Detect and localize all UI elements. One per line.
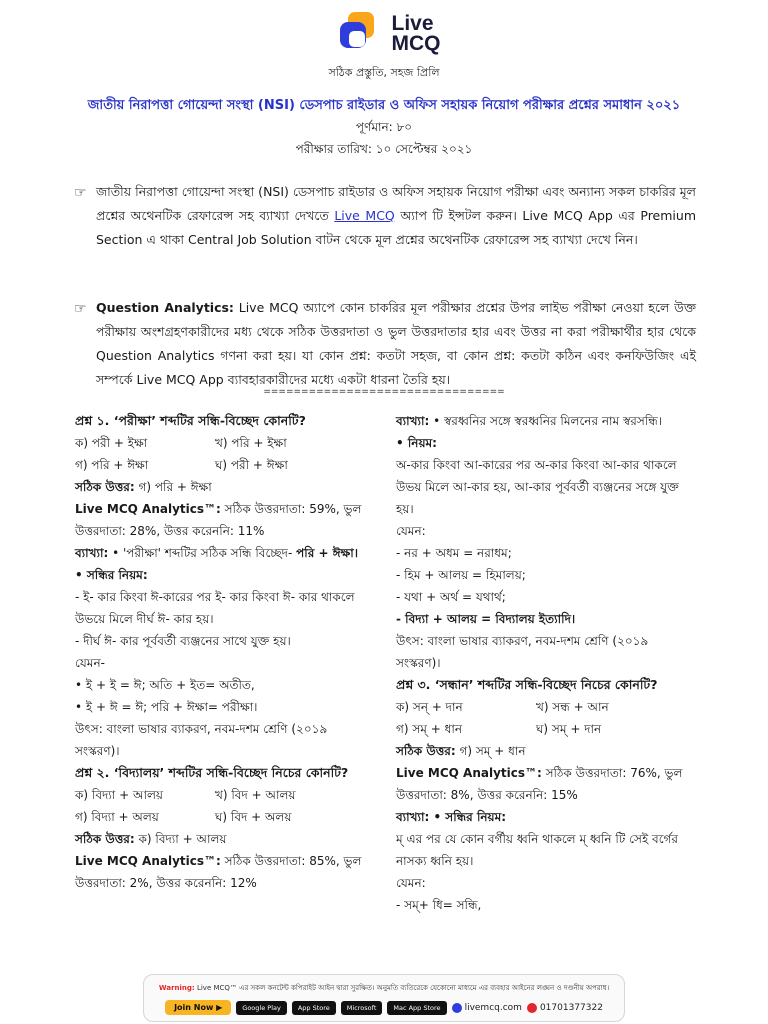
logo-tagline: সঠিক প্রস্তুতি, সহজ প্রিলি (328, 66, 440, 79)
q3-option-a: ক) সন্ + দান (396, 700, 463, 714)
q2-example-3: - যথা + অর্থ = যথার্থ; (396, 590, 506, 604)
full-marks: পূর্ণমান: ৮০ (355, 120, 413, 134)
q1-options (75, 432, 373, 476)
q1-rule-2: - দীর্ঘ ঈ- কার পূর্ববর্তী ব্যঞ্জনের সাথে যুক্ত হয়। (75, 634, 291, 648)
q1-option-b: খ) পরি + ইক্ষা (215, 436, 287, 450)
globe-icon (452, 1003, 462, 1013)
website-link[interactable]: livemcq.com (452, 1003, 522, 1013)
q2-analytics: Live MCQ Analytics™: সঠিক উত্তরদাতা: 85%, ভুল উত্তরদাতা: 2%, উত্তর করেননি: 12% (75, 854, 362, 890)
q1-rule-title: • সন্ধির নিয়ম: (75, 568, 148, 582)
q1-example-1: • ই + ই = ঈ; অতি + ইত= অতীত, (75, 678, 255, 692)
phone-link[interactable]: 01701377322 (527, 1003, 603, 1013)
q3-example-label: যেমন: (396, 876, 426, 890)
footer-links (144, 1000, 624, 1015)
logo-line1: Live (391, 12, 434, 35)
phone-icon (527, 1003, 537, 1013)
q2-rule-1: অ-কার কিংবা আ-কারের পর অ-কার কিংবা আ-কার থাকলে উভয় মিলে আ-কার হয়, আ-কার পূর্ববর্তী ব্যঞ্জনের সঙ্গে যুক্ত হয়। (396, 458, 679, 516)
q2-example-label: যেমন: (396, 524, 426, 538)
q1-answer: সঠিক উত্তর: গ) পরি + ঈক্ষা (75, 480, 212, 494)
question-1: প্রশ্ন ১. ‘পরীক্ষা’ শব্দটির সন্ধি-বিচ্ছেদ কোনটি? (75, 413, 306, 428)
live-mcq-logo (328, 12, 441, 56)
mac-app-store-badge[interactable]: Mac App Store (387, 1001, 446, 1015)
q1-rule-1: - ই- কার কিংবা ঈ-কারের পর ই- কার কিংবা ঈ- কার থাকলে উভয়ে মিলে দীর্ঘ ঈ- কার হয়। (75, 590, 355, 626)
q3-options (396, 696, 696, 740)
logo-wordmark (392, 14, 441, 54)
q2-answer: সঠিক উত্তর: ক) বিদ্যা + আলয় (75, 832, 227, 846)
intro-paragraph (74, 180, 696, 252)
microsoft-badge[interactable]: Microsoft (341, 1001, 383, 1015)
q3-answer: সঠিক উত্তর: গ) সম্ + ধান (396, 744, 526, 758)
q1-option-d: ঘ) পরী + ঈক্ষা (215, 458, 288, 472)
q2-options (75, 784, 373, 828)
google-play-badge[interactable]: Google Play (236, 1001, 287, 1015)
q3-example-1: - সম্+ ধি= সন্ধি, (396, 898, 482, 912)
live-mcq-link[interactable]: Live MCQ (334, 208, 395, 223)
q2-example-2: - হিম + আলয় = হিমালয়; (396, 568, 526, 582)
q1-example-2: • ই + ঈ = ঈ; পরি + ঈক্ষা= পরীক্ষা। (75, 700, 258, 714)
footer-banner (143, 974, 625, 1022)
join-now-button[interactable]: Join Now ▶ (165, 1000, 231, 1015)
intro-text-a: জাতীয় নিরাপত্তা গোয়েন্দা সংস্থা (NSI) ডেসপাচ রাইডার ও অফিস সহায়ক নিয়োগ পরীক্ষা এবং অন্যান্য সকল চাকরির মূল প্রশ্নের অথেনটিক রেফারেন্স সহ ব্যাখ্যা দেখতে (96, 184, 696, 223)
question-2: প্রশ্ন ২. ‘বিদ্যালয়’ শব্দটির সন্ধি-বিচ্ছেদ নিচের কোনটি? (75, 765, 349, 780)
q3-rule-1: ম্ এর পর যে কোন বর্গীয় ধ্বনি থাকলে ম্ ধ্বনি টি সেই বর্গের নাসক্য ধ্বনি হয়। (396, 832, 678, 868)
q2-explanation: ব্যাখ্যা: • স্বরধ্বনির সঙ্গে স্বরধ্বনির মিলনের নাম স্বরসন্ধি। (396, 414, 663, 428)
separator: ================================ (263, 387, 505, 397)
q1-analytics: Live MCQ Analytics™: সঠিক উত্তরদাতা: 59%, ভুল উত্তরদাতা: 28%, উত্তর করেননি: 11% (75, 502, 362, 538)
q2-option-a: ক) বিদ্যা + আলয় (75, 788, 163, 802)
logo-header (0, 12, 768, 83)
copyright-warning: Warning: Live MCQ™ এর সকল কনটেন্ট কপিরাইট আইন দ্বারা সুরক্ষিত। অনুমতি ব্যতিরেকে যেকোনো মাধ্যমে এর ব্যবহার আইনের লঙ্ঘন ও দণ্ডনীয় অপরাধ। (158, 984, 610, 992)
q2-example-1: - নর + অধম = নরাধম; (396, 546, 512, 560)
right-column (396, 410, 696, 916)
q3-explanation-label: ব্যাখ্যা: • সন্ধির নিয়ম: (396, 810, 507, 824)
q2-rule-title: • নিয়ম: (396, 436, 437, 450)
q3-option-c: গ) সম্ + ধান (396, 722, 463, 736)
pointing-hand-icon: ☞ (74, 301, 87, 317)
q1-example-label: যেমন- (75, 656, 105, 670)
q1-option-c: গ) পরি + ঈক্ষা (75, 458, 149, 472)
q1-explanation: ব্যাখ্যা: • 'পরীক্ষা' শব্দটির সঠিক সন্ধি বিচ্ছেদ- পরি + ঈক্ষা। (75, 546, 359, 560)
q2-option-c: গ) বিদ্যা + অলয় (75, 810, 159, 824)
app-store-badge[interactable]: App Store (292, 1001, 336, 1015)
q1-option-a: ক) পরী + ইক্ষা (75, 436, 148, 450)
analytics-text: Live MCQ অ্যাপে কোন চাকরির মূল পরীক্ষার প্রশ্নের উপর লাইভ পরীক্ষা নেওয়া হলে উক্ত পরীক্ষায় অংশগ্রহণকারীদের মধ্য থেকে সঠিক উত্তরদাতা ও ভুল উত্তরদাতার হার এবং উত্তর না করা পরীক্ষার্থীর হার থেকে Question Analytics গণনা করা হয়। যা কোন প্রশ্ন: কতটা সহজ, বা কোন প্রশ্ন: কতটা কঠিন এবং কনফিউজিং এই সম্পর্কে Live MCQ App ব্যাবহারকারীদের মধ্যে একটা ধারনা তৈরি হয়। (96, 300, 696, 387)
q2-source: উৎস: বাংলা ভাষার ব্যাকরণ, নবম-দশম শ্রেণি (২০১৯ সংস্করণ)। (396, 634, 649, 670)
q2-option-d: ঘ) বিদ + অলয় (215, 810, 292, 824)
analytics-paragraph (74, 296, 696, 392)
analytics-label: Question Analytics: (96, 300, 234, 315)
q2-option-b: খ) বিদ + আলয় (215, 788, 296, 802)
pointing-hand-icon: ☞ (74, 185, 87, 201)
exam-date: পরীক্ষার তারিখ: ১০ সেপ্টেম্বর ২০২১ (295, 142, 473, 156)
q3-option-b: খ) সন্ধ + আন (536, 700, 609, 714)
intro-text-b: অ্যাপ টি ইন্সটল করুন। Live MCQ App এর Premium Section এ থাকা Central Job Solution বাটন থেকে মূল প্রশ্নের অথেনটিক রেফারেন্স সহ ব্যাখ্যা দেখে নিন। (96, 208, 696, 247)
q3-option-d: ঘ) সম্ + দান (536, 722, 602, 736)
q3-analytics: Live MCQ Analytics™: সঠিক উত্তরদাতা: 76%, ভুল উত্তরদাতা: 8%, উত্তর করেননি: 15% (396, 766, 683, 802)
question-3: প্রশ্ন ৩. ‘সন্ধান’ শব্দটির সন্ধি-বিচ্ছেদ নিচের কোনটি? (396, 677, 658, 692)
q2-example-4: - বিদ্যা + আলয় = বিদ্যালয় ইত্যাদি। (396, 612, 576, 626)
logo-line2: MCQ (391, 32, 441, 55)
page-title: জাতীয় নিরাপত্তা গোয়েন্দা সংস্থা (NSI) ডেসপাচ রাইডার ও অফিস সহায়ক নিয়োগ পরীক্ষার প্রশ্নের সমাধান ২০২১ (87, 98, 681, 113)
logo-mark-icon (328, 12, 384, 56)
left-column (75, 410, 373, 894)
q1-source: উৎস: বাংলা ভাষার ব্যাকরণ, নবম-দশম শ্রেণি (২০১৯ সংস্করণ)। (75, 722, 328, 758)
